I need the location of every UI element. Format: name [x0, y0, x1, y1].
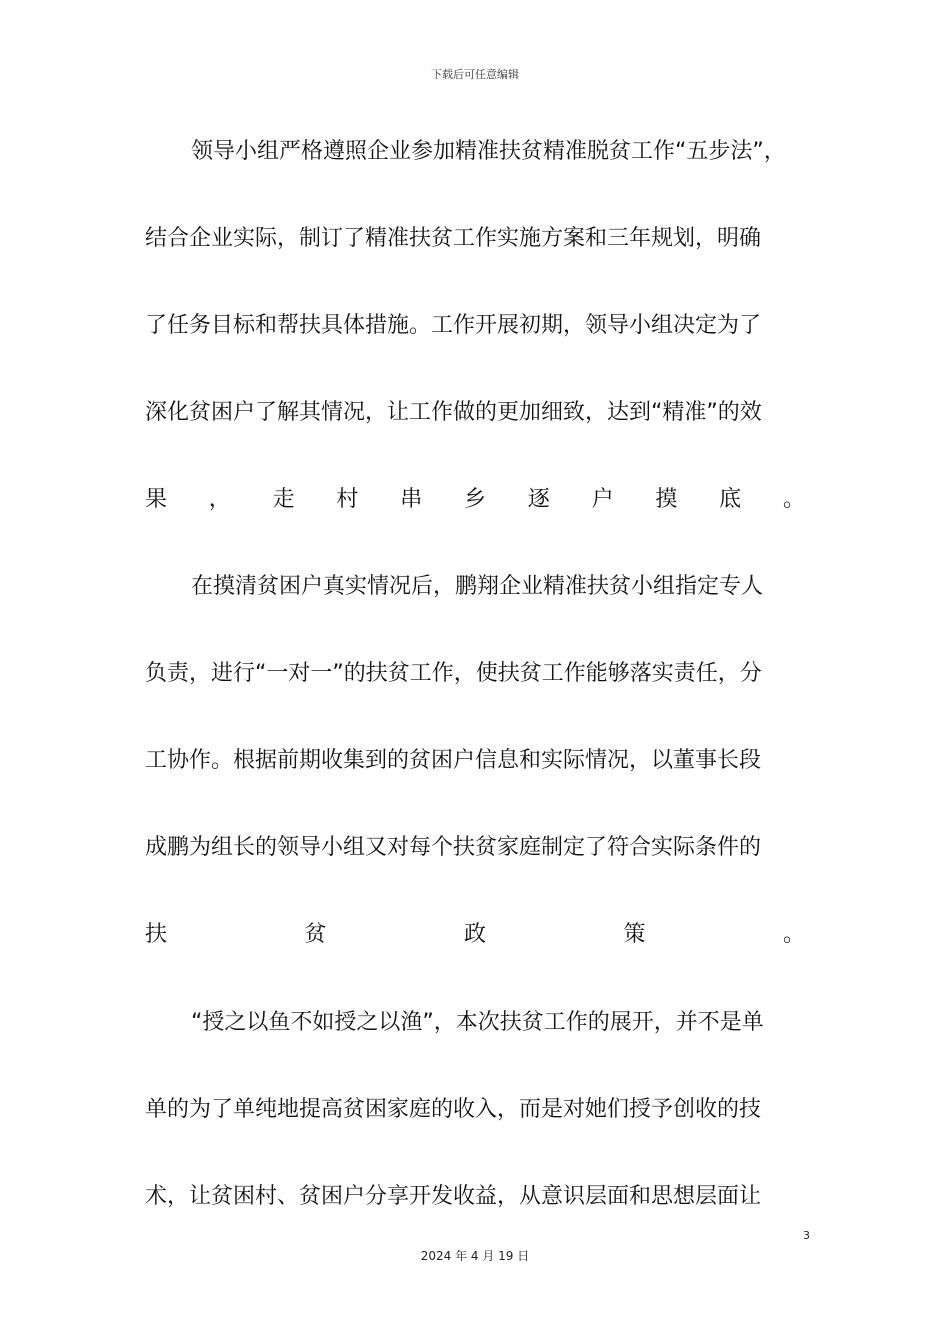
- paragraph-line: 在摸清贫困户真实情况后，鹏翔企业精准扶贫小组指定专人: [191, 574, 764, 599]
- justified-char: 乡: [463, 487, 486, 512]
- justified-char: 贫: [304, 922, 327, 947]
- footer-date: 2024 年 4 月 19 日: [420, 1249, 530, 1263]
- justified-char: 走: [272, 487, 295, 512]
- justified-char: 底: [719, 487, 742, 512]
- paragraph-line: 深化贫困户了解其情况，让工作做的更加细致，达到“精准”的效: [145, 400, 762, 425]
- paragraph-line: 结合企业实际，制订了精准扶贫工作实施方案和三年规划，明确: [145, 226, 762, 251]
- paragraph-line: 工协作。根据前期收集到的贫困户信息和实际情况，以董事长段: [145, 748, 762, 773]
- justified-char: 。: [782, 922, 805, 947]
- justified-char: 。: [782, 487, 805, 512]
- paragraph-line: 了任务目标和帮扶具体措施。工作开展初期，领导小组决定为了: [145, 313, 762, 338]
- justified-char: 串: [400, 487, 423, 512]
- justified-char: 村: [336, 487, 359, 512]
- justified-char: 策: [623, 922, 646, 947]
- justified-char: 扶: [145, 922, 168, 947]
- justified-char: 户: [591, 487, 614, 512]
- justified-char: 摸: [655, 487, 678, 512]
- justified-char: 政: [463, 922, 486, 947]
- justified-char: ，: [208, 487, 231, 512]
- paragraph-line: 成鹏为组长的领导小组又对每个扶贫家庭制定了符合实际条件的: [145, 835, 762, 860]
- page-header: 下载后可任意编辑: [431, 68, 519, 81]
- paragraph-line-justified: [145, 485, 805, 515]
- paragraph-line-justified: [145, 920, 805, 950]
- paragraph-line: 领导小组严格遵照企业参加精准扶贫精准脱贫工作“五步法”，: [191, 139, 786, 164]
- paragraph-line: 负责，进行“一对一”的扶贫工作，使扶贫工作能够落实责任，分: [145, 661, 762, 686]
- paragraph-line: 单的为了单纯地提高贫困家庭的收入，而是对她们授予创收的技: [145, 1097, 762, 1122]
- paragraph-line: 术，让贫困村、贫困户分享开发收益，从意识层面和思想层面让: [145, 1184, 762, 1209]
- justified-char: 逐: [527, 487, 550, 512]
- paragraph-line: “授之以鱼不如授之以渔”，本次扶贫工作的展开，并不是单: [191, 1010, 764, 1035]
- justified-char: 果: [145, 487, 168, 512]
- page-number: 3: [803, 1229, 810, 1242]
